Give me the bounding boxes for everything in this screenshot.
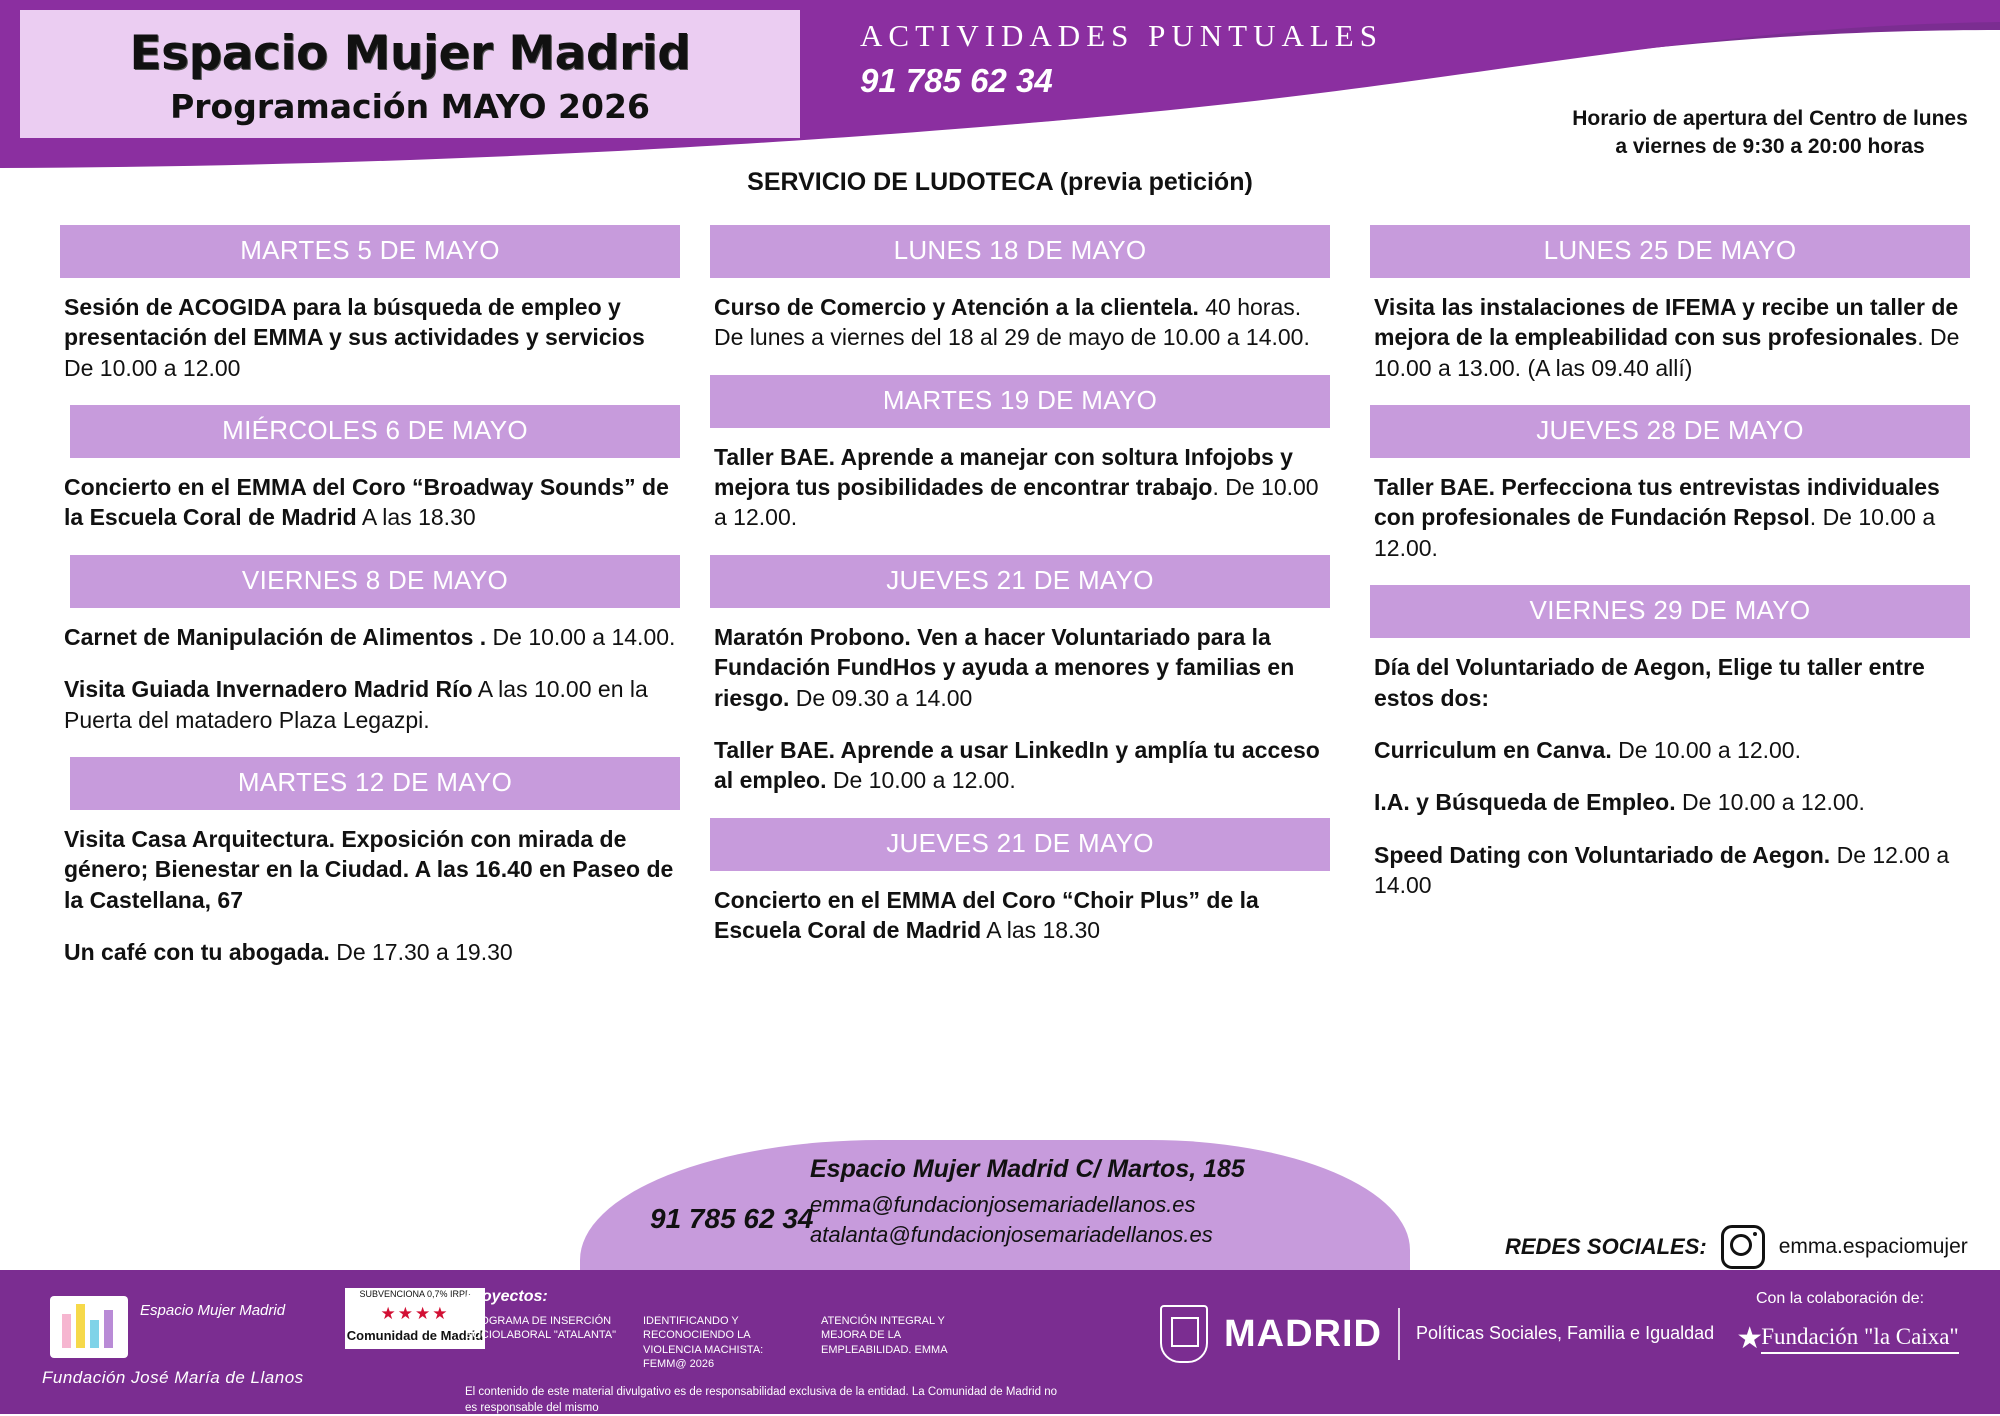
madrid-logo <box>1160 1305 1714 1363</box>
activity-title: Concierto en el EMMA del Coro “Choir Plus” de la Escuela Coral de Madrid <box>714 886 1259 943</box>
schedule-column-1 <box>60 225 680 989</box>
activity-details: De 10.00 a 12.00. <box>826 767 1016 794</box>
social-label: REDES SOCIALES: <box>1505 1234 1707 1259</box>
fjml-bars-icon <box>62 1304 113 1348</box>
activity-entry <box>710 885 1330 946</box>
activity-details: De 10.00 a 12.00. <box>1675 789 1865 816</box>
comunidad-madrid-logo <box>345 1288 485 1349</box>
activity-details: A las 18.30 <box>981 916 1101 943</box>
proyecto-1: PROGRAMA DE INSERCIÓN SOCIOLABORAL "ATALANTA" <box>465 1315 617 1342</box>
activity-details: . De 10.00 a 13.00. (A las 09.40 allí) <box>1374 324 1960 381</box>
activity-title: Día del Voluntariado de Aegon, Elige tu taller entre estos dos: <box>1374 654 1925 711</box>
activity-details: 40 horas. De lunes a viernes del 18 al 29 de mayo de 10.00 a 14.00. <box>714 294 1310 351</box>
day-header: JUEVES 21 DE MAYO <box>710 818 1330 871</box>
activity-entry <box>60 472 680 533</box>
opening-hours: Horario de apertura del Centro de lunes a viernes de 9:30 a 20:00 horas <box>1572 107 1968 159</box>
activity-entry <box>60 622 680 652</box>
activity-title: I.A. y Búsqueda de Empleo. <box>1374 789 1676 816</box>
activity-details: A las 10.00 en la Puerta del matadero Plaza Legazpi. <box>64 676 648 733</box>
contact-emails <box>810 1190 1410 1249</box>
cm-stars-icon: ★★★★ <box>345 1300 485 1326</box>
activity-entry <box>60 937 680 967</box>
day-header: MIÉRCOLES 6 DE MAYO <box>70 405 680 458</box>
activity-details: De 09.30 a 14.00 <box>789 684 973 711</box>
activity-details: De 10.00 a 12.00. <box>1611 736 1801 763</box>
activity-title: Un café con tu abogada. <box>64 938 330 965</box>
day-header: MARTES 12 DE MAYO <box>70 757 680 810</box>
contact-email-1[interactable]: emma@fundacionjosemariadellanos.es <box>810 1192 1196 1217</box>
page-subtitle: Programación MAYO 2026 <box>170 87 650 126</box>
activity-entry <box>710 442 1330 533</box>
day-header: LUNES 18 DE MAYO <box>710 225 1330 278</box>
activity-entry <box>1370 787 1970 817</box>
social-handle[interactable]: emma.espaciomujer <box>1778 1235 1968 1258</box>
activity-title: Visita Guiada Invernadero Madrid Río <box>64 676 473 703</box>
activity-title: Speed Dating con Voluntariado de Aegon. <box>1374 841 1831 868</box>
activity-entry <box>1370 652 1970 713</box>
madrid-department: Políticas Sociales, Familia e Igualdad <box>1415 1323 1715 1344</box>
activities-label: ACTIVIDADES PUNTUALES <box>860 18 1383 53</box>
day-header: VIERNES 8 DE MAYO <box>70 555 680 608</box>
activity-entry <box>710 735 1330 796</box>
social-block <box>1505 1225 1968 1269</box>
day-header: JUEVES 21 DE MAYO <box>710 555 1330 608</box>
activity-details: De 17.30 a 19.30 <box>329 938 513 965</box>
activity-details: A las 18.30 <box>356 504 476 531</box>
contact-block <box>650 1155 1410 1249</box>
fjml-mark-icon <box>50 1296 128 1358</box>
day-header: MARTES 5 DE MAYO <box>60 225 680 278</box>
footer-disclaimer: El contenido de este material divulgativo es de responsabilidad exclusiva de la entidad. La Comunidad de Madrid no es responsable del mismo <box>465 1386 1057 1414</box>
proyectos-list <box>465 1314 1065 1371</box>
activity-details: . De 10.00 a 12.00. <box>714 474 1319 531</box>
activity-details: De 10.00 a 12.00 <box>64 354 241 381</box>
activity-details: De 10.00 a 14.00. <box>486 623 676 650</box>
activity-entry <box>60 674 680 735</box>
proyectos-title: Proyectos: <box>465 1288 548 1305</box>
activity-title: Sesión de ACOGIDA para la búsqueda de empleo y presentación del EMMA y sus actividades y servicios <box>64 294 645 351</box>
activity-title: Taller BAE. Aprende a manejar con soltura Infojobs y mejora tus posibilidades de encontrar trabajo <box>714 443 1293 501</box>
activity-entry <box>1370 735 1970 765</box>
activity-entry <box>1370 472 1970 563</box>
activity-entry <box>60 824 680 915</box>
caixa-name-text: Fundación "la Caixa" <box>1761 1324 1959 1354</box>
title-box <box>20 10 800 138</box>
day-header: JUEVES 28 DE MAYO <box>1370 405 1970 458</box>
la-caixa-block <box>1700 1290 1980 1354</box>
activity-title: Taller BAE. Aprende a usar LinkedIn y amplía tu acceso al empleo. <box>714 736 1320 794</box>
contact-phone: 91 785 62 34 <box>650 1203 814 1234</box>
caixa-logo-row <box>1700 1324 1980 1354</box>
caixa-collab-text: Con la colaboración de: <box>1755 1290 1925 1307</box>
cm-subvencion-text: SUBVENCIONA 0,7% IRPF <box>345 1288 485 1300</box>
ludoteca-notice: SERVICIO DE LUDOTECA (previa petición) <box>747 168 1253 196</box>
schedule-column-3 <box>1370 225 1970 922</box>
day-header: LUNES 25 DE MAYO <box>1370 225 1970 278</box>
cm-name-text: Comunidad de Madrid <box>345 1326 485 1349</box>
caixa-star-icon <box>1721 1324 1751 1354</box>
fundacion-jml-logo <box>40 1290 310 1395</box>
header-phone: 91 785 62 34 <box>860 62 1053 99</box>
day-header: VIERNES 29 DE MAYO <box>1370 585 1970 638</box>
activity-title: Curriculum en Canva. <box>1374 736 1612 763</box>
proyecto-3: ATENCIÓN INTEGRAL Y MEJORA DE LA EMPLEABILIDAD. EMMA <box>821 1315 948 1356</box>
activity-entry <box>1370 840 1970 901</box>
activity-title: Taller BAE. Perfecciona tus entrevistas individuales con profesionales de Fundación Repsol <box>1374 474 1940 531</box>
activity-details: . De 10.00 a 12.00. <box>1374 504 1936 561</box>
activity-title: Maratón Probono. Ven a hacer Voluntariado para la Fundación FundHos y ayuda a menores y familias en riesgo. <box>714 623 1295 711</box>
contact-address: Espacio Mujer Madrid C/ Martos, 185 <box>810 1155 1245 1183</box>
proyecto-2: IDENTIFICANDO Y RECONOCIENDO LA VIOLENCIA MACHISTA: FEMM@ 2026 <box>643 1315 764 1370</box>
header-right <box>860 18 1383 100</box>
proyectos-block <box>465 1288 1065 1416</box>
madrid-divider <box>1398 1308 1400 1360</box>
madrid-shield-icon <box>1160 1305 1208 1363</box>
madrid-wordmark: MADRID <box>1224 1312 1382 1355</box>
fjml-bottom-text: Fundación José María de Llanos <box>42 1368 304 1387</box>
activity-title: Concierto en el EMMA del Coro “Broadway Sounds” de la Escuela Coral de Madrid <box>64 474 669 531</box>
schedule-column-2 <box>710 225 1330 967</box>
instagram-icon[interactable] <box>1721 1225 1765 1269</box>
activity-entry <box>60 292 680 383</box>
activity-entry <box>1370 292 1970 383</box>
activity-title: Visita las instalaciones de IFEMA y recibe un taller de mejora de la empleabilidad con sus profesionales <box>1374 294 1959 351</box>
activity-details: De 12.00 a 14.00 <box>1374 841 1950 898</box>
fjml-top-text: Espacio Mujer Madrid <box>140 1302 286 1319</box>
activity-title: Carnet de Manipulación de Alimentos . <box>64 623 487 650</box>
activity-entry <box>710 292 1330 353</box>
activity-title: Visita Casa Arquitectura. Exposición con mirada de género; Bienestar en la Ciudad. A las 16.40 en Paseo de la Castellana, 67 <box>64 825 674 913</box>
page-title: Espacio Mujer Madrid <box>129 26 691 81</box>
day-header: MARTES 19 DE MAYO <box>710 375 1330 428</box>
activity-title: Curso de Comercio y Atención a la clientela. <box>714 294 1199 320</box>
activity-entry <box>710 622 1330 713</box>
contact-email-2[interactable]: atalanta@fundacionjosemariadellanos.es <box>810 1221 1213 1247</box>
